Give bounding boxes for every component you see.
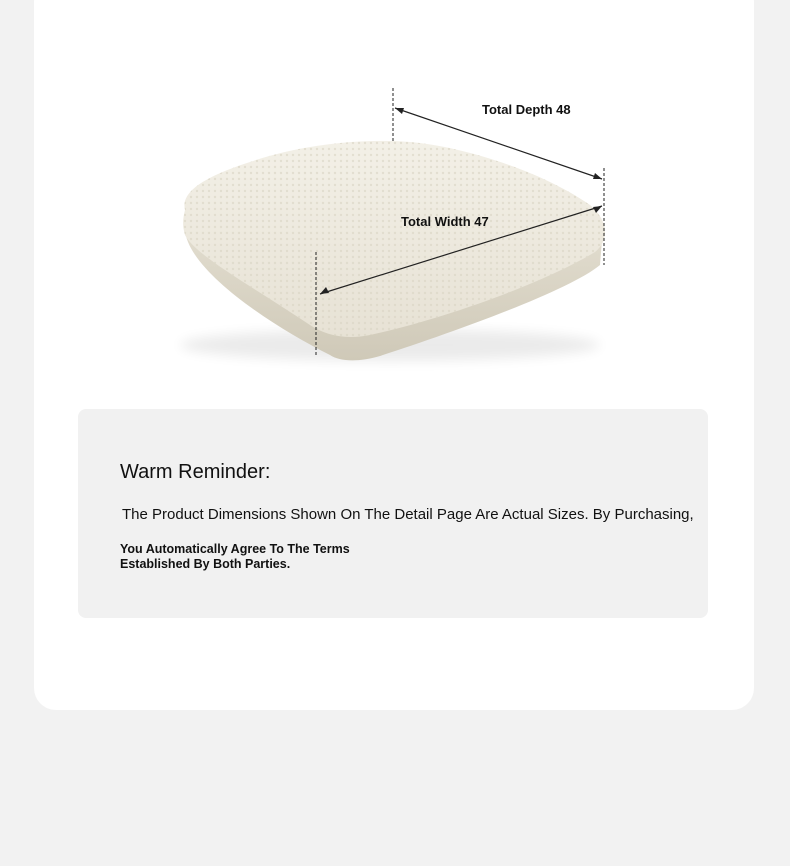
reminder-text-line-2: You Automatically Agree To The Terms Established By Both Parties. bbox=[120, 542, 350, 571]
width-dimension-label: Total Width 47 bbox=[401, 214, 489, 229]
product-dimension-figure bbox=[140, 80, 640, 380]
cushion-image bbox=[140, 80, 640, 380]
reminder-title: Warm Reminder: bbox=[120, 461, 271, 483]
depth-dimension-label: Total Depth 48 bbox=[482, 102, 571, 117]
reminder-text-line-1: The Product Dimensions Shown On The Detail Page Are Actual Sizes. By Purchasing, bbox=[122, 506, 694, 523]
warm-reminder-box bbox=[78, 409, 708, 618]
